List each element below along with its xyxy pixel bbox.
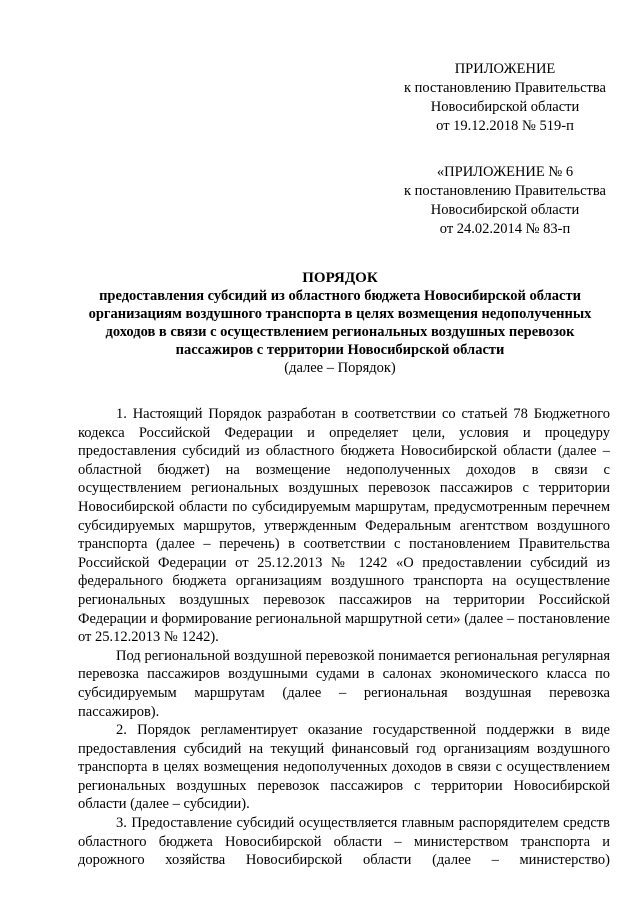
appendix-region: Новосибирской области (430, 99, 580, 115)
paragraph-2: 2. Порядок регламентирует оказание государственной поддержки в виде предоставления субсидий на текущий финансовый год организациям воздушного транспорта в целях возмещения недополученных доходов в связи с осуществлением региональных воздушных перевозок пассажиров с территории Новосибирской области (далее – субсидии). (78, 722, 610, 813)
previous-appendix-region: Новосибирской области (430, 202, 580, 218)
previous-appendix-title: «ПРИЛОЖЕНИЕ № 6 (436, 164, 574, 180)
document-short-name-note: (далее – Порядок) (284, 360, 396, 376)
paragraph-1: 1. Настоящий Порядок разработан в соответствии со статьей 78 Бюджетного кодекса Российской Федерации и определяет цели, условия и процедуру предоставления субсидий из областного бюджета Новосибирской области (далее – областной бюджет) на возмещение недополученных доходов в связи с осуществлением региональных воздушных перевозок пассажиров с территории Новосибирской области по субсидируемым маршрутам, предусмотренным перечнем субсидируемых маршрутов, утвержденным Федеральным агентством воздушного транспорта (далее – перечень) в соответствии с постановлением Правительства Российской Федерации от 25.12.2013 № 1242 «О предоставлении субсидий из федерального бюджета организациям воздушного транспорта на осуществление региональных воздушных перевозок пассажиров на территории Российской Федерации и формирование региональной маршрутной сети» (далее – постановление от 25.12.2013 № 1242). (78, 406, 610, 646)
previous-appendix-reference: к постановлению Правительства (404, 183, 606, 199)
document-body (78, 405, 610, 870)
paragraph-1-definition: Под региональной воздушной перевозкой понимается региональная регулярная перевозка пассажиров воздушными судами в салонах экономического класса по субсидируемым маршрутам (далее – региональная воздушная перевозка пассажиров). (78, 647, 610, 720)
appendix-reference: к постановлению Правительства (404, 80, 606, 96)
document-title: ПОРЯДОК (302, 270, 378, 286)
previous-appendix-header (380, 163, 630, 239)
appendix-title: ПРИЛОЖЕНИЕ (454, 61, 556, 77)
document-title-block (70, 269, 610, 377)
paragraph-3: 3. Предоставление субсидий осуществляется главным распорядителем средств областного бюджета Новосибирской области – министерством транспорта и дорожного хозяйства Новосибирской области (далее – министерство) (78, 815, 610, 869)
appendix-header (380, 60, 630, 136)
previous-appendix-date-number: от 24.02.2014 № 83-п (439, 221, 571, 237)
document-subtitle: предоставления субсидий из областного бюджета Новосибирской области организациям воздушного транспорта в целях возмещения недополученных доходов в связи с осуществлением региональных воздушных перевозок пассажиров с территории Новосибирской области (88, 288, 592, 358)
appendix-date-number: от 19.12.2018 № 519-п (436, 118, 574, 134)
